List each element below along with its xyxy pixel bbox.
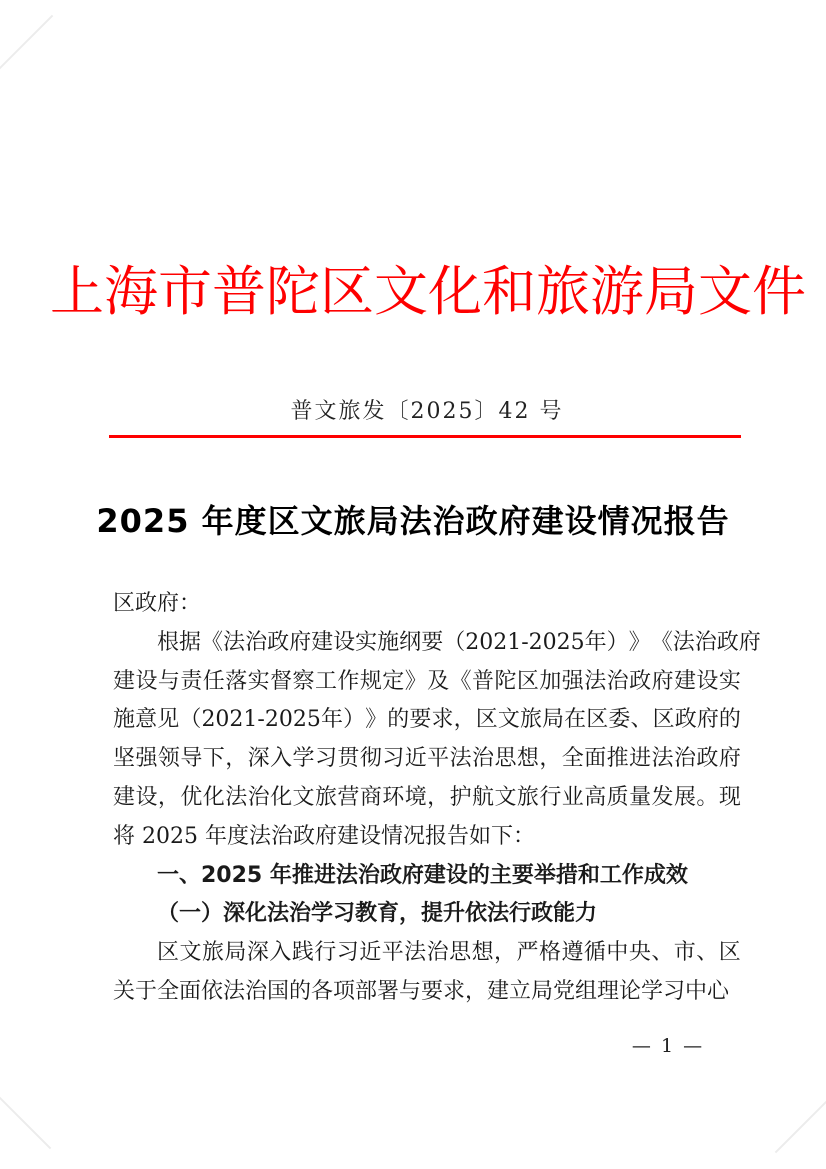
body-line: 关于全面依法治国的各项部署与要求，建立局党组理论学习中心 (113, 978, 730, 1004)
agency-header-char: 旅 (536, 260, 590, 323)
agency-header-char: 市 (158, 260, 212, 323)
corner-artifact (0, 1093, 51, 1150)
body-line: 将 2025 年度法治政府建设情况报告如下： (113, 823, 535, 849)
body-line: 建 设 与 责 任 落 实 督 察 工 作 规 定 》 及 《 普 陀 区 加 强 法 治 政 府 建 设 实 (113, 668, 741, 694)
agency-header-char: 海 (104, 260, 158, 323)
red-divider-line (109, 435, 741, 438)
agency-header-char: 化 (428, 260, 482, 323)
body-line: （一）深化法治学习教育，提升依法行政能力 (157, 901, 598, 927)
document-body (113, 585, 761, 1012)
agency-header-char: 游 (590, 260, 644, 323)
body-line: 一、2025 年推进法治政府建设的主要举措和工作成效 (157, 862, 688, 888)
doc-title: 2025 年度区文旅局法治政府建设情况报告 (96, 502, 730, 540)
agency-header-char: 文 (374, 260, 428, 323)
body-line: 根 据 《 法 治 政 府 建 设 实 施 纲 要 （ 2021-2025 年 ） 》 《 法 治 政 府 (157, 629, 761, 655)
agency-header-char: 局 (644, 260, 698, 323)
page-number: — 1 — (631, 1035, 705, 1057)
agency-header-char: 陀 (266, 260, 320, 323)
agency-header (50, 252, 806, 332)
corner-artifact (0, 15, 53, 72)
agency-header-char: 和 (482, 260, 536, 323)
body-line: 建 设 ， 优 化 法 治 化 文 旅 营 商 环 境 ， 护 航 文 旅 行 业 高 质 量 发 展 。 现 (113, 784, 741, 810)
body-line: 施 意 见 （ 2021-2025 年 ） 》 的 要 求 ， 区 文 旅 局 在 区 委 、 区 政 府 的 (113, 707, 741, 733)
agency-header-char: 件 (752, 260, 806, 323)
agency-header-char: 文 (698, 260, 752, 323)
doc-number: 普文旅发〔2025〕42 号 (290, 399, 564, 424)
body-line: 区 文 旅 局 深 入 践 行 习 近 平 法 治 思 想 ， 严 格 遵 循 中 央 、 市 、 区 (157, 940, 741, 966)
body-line: 区政府： (113, 591, 202, 616)
agency-header-char: 普 (212, 260, 266, 323)
body-line: 坚 强 领 导 下 ， 深 入 学 习 贯 彻 习 近 平 法 治 思 想 ， 全 面 推 进 法 治 政 府 (113, 746, 741, 772)
agency-header-char: 上 (50, 260, 104, 323)
corner-artifact (775, 1097, 826, 1154)
agency-header-char: 区 (320, 260, 374, 323)
